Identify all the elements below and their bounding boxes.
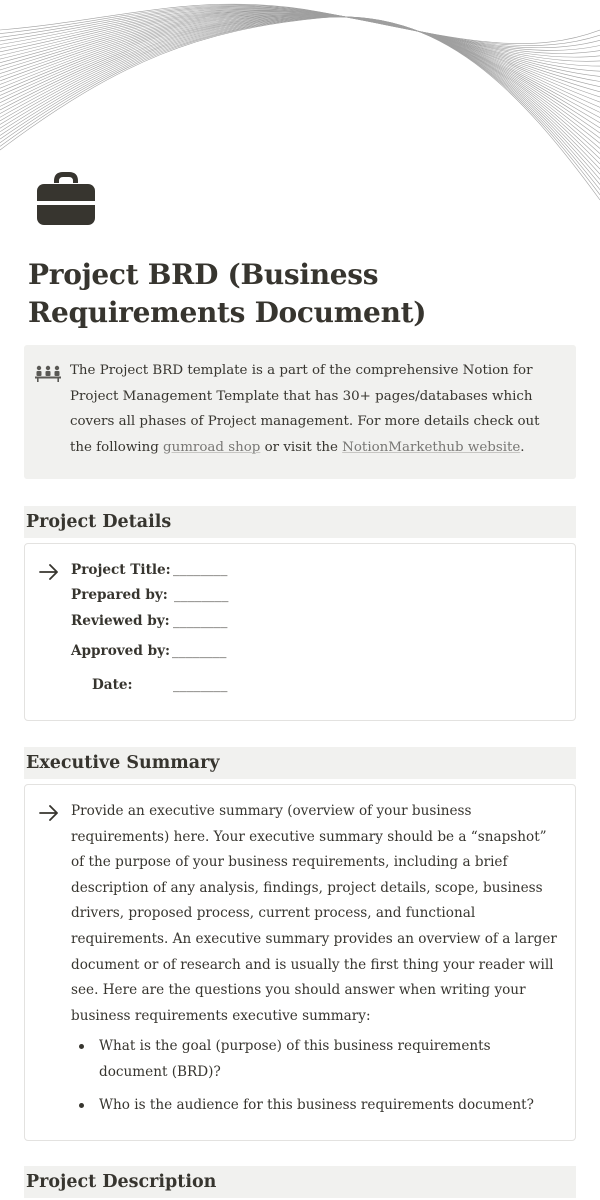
cover-wave-line [0,17,600,185]
callout-text-after: . [520,439,525,455]
project-title-value[interactable]: ________ [173,561,228,577]
executive-summary-callout [24,784,576,1141]
project-details-heading[interactable]: Project Details [24,506,576,538]
cover-wave-line [0,14,600,112]
executive-summary-bullets [71,1034,561,1127]
executive-summary-text[interactable]: Provide an executive summary (overview of your business requirements) here. Your executive summary should be a “snapshot” of the purpose of your business requirements, including a brief description of any analysis, findings, project details, scope, business drivers, proposed process, current process, and functional requirements. An executive summary provides an overview of a larger document or of research and is usually the first thing your reader will see. Here are the questions you should answer when writing your business requirements executive summary: [71,803,557,1024]
cover-wave-line [0,17,600,180]
callout-text-before: The Project BRD template is a part of the comprehensive Notion for Project Management Template that has 30+ pages/databases which covers all phases of Project management. For more details check out the following [70,363,540,455]
approved-by-label: Approved by: [71,643,170,659]
team-meeting-icon [35,364,61,382]
page-title[interactable]: Project BRD (Business Requirements Document) [28,258,427,329]
right-arrow-icon [39,564,59,580]
approved-by-value[interactable]: ________ [172,643,227,659]
list-item[interactable]: What is the goal (purpose) of this business requirements document (BRD)? [71,1034,561,1085]
callout-text-middle: or visit the [260,439,343,455]
reviewed-by-value[interactable]: ________ [173,613,228,629]
date-label: Date: [92,677,133,693]
callout-text [70,358,550,460]
cover-wave-line [0,15,600,128]
prepared-by-label: Prepared by: [71,587,168,603]
list-item[interactable]: Who is the audience for this business requirements document? [71,1093,561,1119]
date-value[interactable]: ________ [173,677,228,693]
project-description-heading[interactable]: Project Description [24,1166,576,1198]
project-title-label: Project Title: [71,562,171,578]
cover-wave-line [0,16,600,133]
right-arrow-icon [39,805,59,821]
gumroad-shop-link[interactable]: gumroad shop [163,439,261,455]
prepared-by-value[interactable]: ________ [174,587,229,603]
intro-callout [24,345,576,479]
notionmarkethub-website-link[interactable]: NotionMarkethub website [342,439,521,455]
cover-wave-line [0,16,600,153]
executive-summary-heading[interactable]: Executive Summary [24,747,576,779]
project-details-callout [24,543,576,721]
briefcase-icon[interactable] [34,166,98,230]
reviewed-by-label: Reviewed by: [71,613,170,629]
